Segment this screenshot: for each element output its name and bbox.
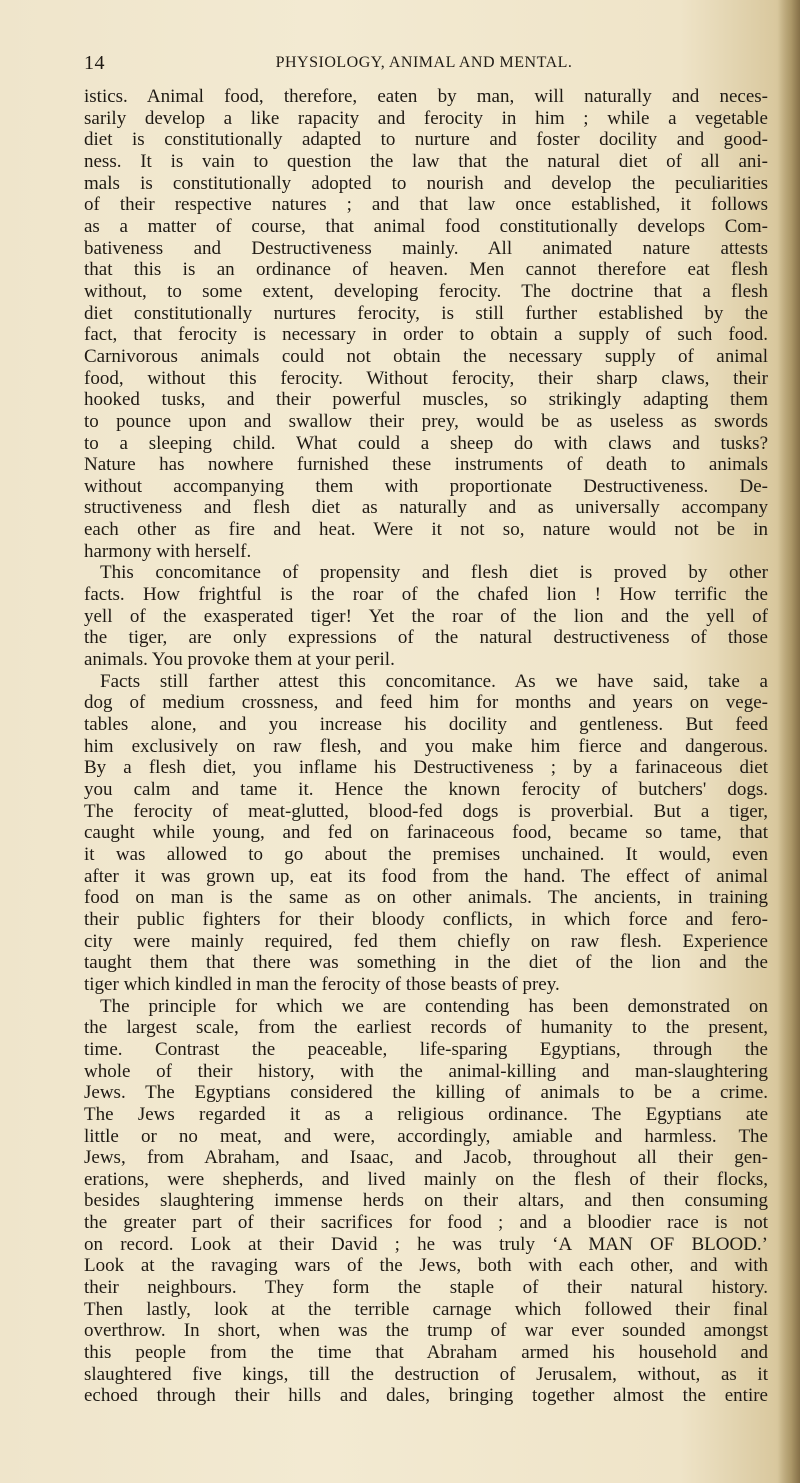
body-text bbox=[84, 86, 768, 1407]
text-line: to pounce upon and swallow their prey, would be as useless as swords bbox=[84, 410, 768, 432]
text-line: slaughtered five kings, till the destruction of Jerusalem, without, as it bbox=[84, 1363, 768, 1385]
text-line: taught them that there was something in the diet of the lion and the bbox=[84, 952, 768, 974]
page-header bbox=[84, 52, 764, 82]
page-number: 14 bbox=[84, 52, 105, 74]
text-line: Then lastly, look at the terrible carnage which followed their final bbox=[84, 1298, 768, 1320]
text-line: diet is constitutionally adapted to nurture and foster docility and good- bbox=[84, 129, 768, 151]
text-line: The Jews regarded it as a religious ordinance. The Egyptians ate bbox=[84, 1103, 768, 1125]
text-line: to a sleeping child. What could a sheep do with claws and tusks? bbox=[84, 432, 768, 454]
text-line: that this is an ordinance of heaven. Men cannot therefore eat flesh bbox=[84, 259, 768, 281]
text-line: tiger which kindled in man the ferocity of those beasts of prey. bbox=[84, 973, 560, 995]
text-line: besides slaughtering immense herds on their altars, and then consuming bbox=[84, 1190, 768, 1212]
text-line: the greater part of their sacrifices for food ; and a bloodier race is not bbox=[84, 1212, 768, 1234]
text-line: Carnivorous animals could not obtain the necessary supply of animal bbox=[84, 345, 768, 367]
text-line: hooked tusks, and their powerful muscles, so strikingly adapting them bbox=[84, 389, 768, 411]
text-line: facts. How frightful is the roar of the chafed lion ! How terrific the bbox=[84, 584, 768, 606]
text-line: whole of their history, with the animal-killing and man-slaughtering bbox=[84, 1060, 768, 1082]
text-line: you calm and tame it. Hence the known ferocity of butchers' dogs. bbox=[84, 779, 768, 800]
text-line: bativeness and Destructiveness mainly. All animated nature attests bbox=[84, 237, 768, 259]
running-title: PHYSIOLOGY, ANIMAL AND MENTAL. bbox=[275, 54, 573, 71]
text-line: food on man is the same as on other animals. The ancients, in training bbox=[84, 887, 768, 909]
text-line: each other as fire and heat. Were it not so, nature would not be in bbox=[84, 519, 768, 541]
text-line: food, without this ferocity. Without ferocity, their sharp claws, their bbox=[84, 367, 768, 389]
text-line: this people from the time that Abraham armed his household and bbox=[84, 1342, 768, 1364]
text-line: echoed through their hills and dales, bringing together almost the entire bbox=[84, 1385, 768, 1407]
text-line: city were mainly required, fed them chiefly on raw flesh. Experience bbox=[84, 930, 768, 952]
text-line: structiveness and flesh diet as naturally and as universally accompany bbox=[84, 497, 768, 519]
text-line: it was allowed to go about the premises unchained. It would, even bbox=[84, 843, 768, 865]
text-line: This concomitance of propensity and flesh diet is proved by other bbox=[100, 562, 768, 584]
text-line: caught while young, and fed on farinaceous food, became so tame, that bbox=[84, 822, 768, 844]
text-line: him exclusively on raw flesh, and you make him fierce and dangerous. bbox=[84, 735, 768, 757]
text-line: diet constitutionally nurtures ferocity, is still further established by the bbox=[84, 302, 768, 324]
page-edge-shadow bbox=[778, 0, 800, 1483]
text-line: The ferocity of meat-glutted, blood-fed dogs is proverbial. But a tiger, bbox=[84, 800, 768, 822]
text-line: erations, were shepherds, and lived mainly on the flesh of their flocks, bbox=[84, 1168, 768, 1190]
text-line: Jews. The Egyptians considered the killing of animals to be a crime. bbox=[84, 1082, 768, 1104]
text-line: fact, that ferocity is necessary in order to obtain a supply of such food. bbox=[84, 324, 768, 346]
text-line: of their respective natures ; and that law once established, it follows bbox=[84, 194, 768, 216]
text-line: By a flesh diet, you inflame his Destructiveness ; by a farinaceous diet bbox=[84, 757, 768, 779]
text-line: animals. You provoke them at your peril. bbox=[84, 649, 395, 671]
text-line: without, to some extent, developing ferocity. The doctrine that a flesh bbox=[84, 280, 768, 302]
text-line: Nature has nowhere furnished these instruments of death to animals bbox=[84, 454, 768, 476]
text-line: without accompanying them with proportionate Destructiveness. De- bbox=[84, 475, 768, 497]
text-line: little or no meat, and were, accordingly, amiable and harmless. The bbox=[84, 1125, 768, 1147]
text-line: after it was grown up, eat its food from the hand. The effect of animal bbox=[84, 865, 768, 887]
text-line: istics. Animal food, therefore, eaten by man, will naturally and neces- bbox=[84, 86, 768, 107]
text-line: Jews, from Abraham, and Isaac, and Jacob, throughout all their gen- bbox=[84, 1147, 768, 1169]
text-line: Facts still farther attest this concomitance. As we have said, take a bbox=[100, 670, 768, 692]
text-line: their public fighters for their bloody conflicts, in which force and fero- bbox=[84, 908, 768, 930]
text-line: on record. Look at their David ; he was truly ‘A MAN OF BLOOD.’ bbox=[84, 1233, 768, 1255]
text-line: yell of the exasperated tiger! Yet the roar of the lion and the yell of bbox=[84, 605, 768, 627]
text-line: their neighbours. They form the staple of their natural history. bbox=[84, 1277, 768, 1299]
text-line: time. Contrast the peaceable, life-sparing Egyptians, through the bbox=[84, 1038, 768, 1060]
text-line: ness. It is vain to question the law that the natural diet of all ani- bbox=[84, 150, 768, 172]
text-line: as a matter of course, that animal food constitutionally develops Com- bbox=[84, 215, 768, 237]
text-line: the largest scale, from the earliest records of humanity to the present, bbox=[84, 1017, 768, 1039]
text-line: overthrow. In short, when was the trump of war ever sounded amongst bbox=[84, 1320, 768, 1342]
text-line: tables alone, and you increase his docility and gentleness. But feed bbox=[84, 714, 768, 736]
text-line: harmony with herself. bbox=[84, 540, 252, 562]
text-line: sarily develop a like rapacity and ferocity in him ; while a vegetable bbox=[84, 107, 768, 129]
text-line: mals is constitutionally adopted to nourish and develop the peculiarities bbox=[84, 172, 768, 194]
text-line: the tiger, are only expressions of the natural destructiveness of those bbox=[84, 627, 768, 649]
text-line: The principle for which we are contending has been demonstrated on bbox=[100, 995, 768, 1017]
text-line: Look at the ravaging wars of the Jews, both with each other, and with bbox=[84, 1255, 768, 1277]
text-line: dog of medium crossness, and feed him for months and years on vege- bbox=[84, 692, 768, 714]
